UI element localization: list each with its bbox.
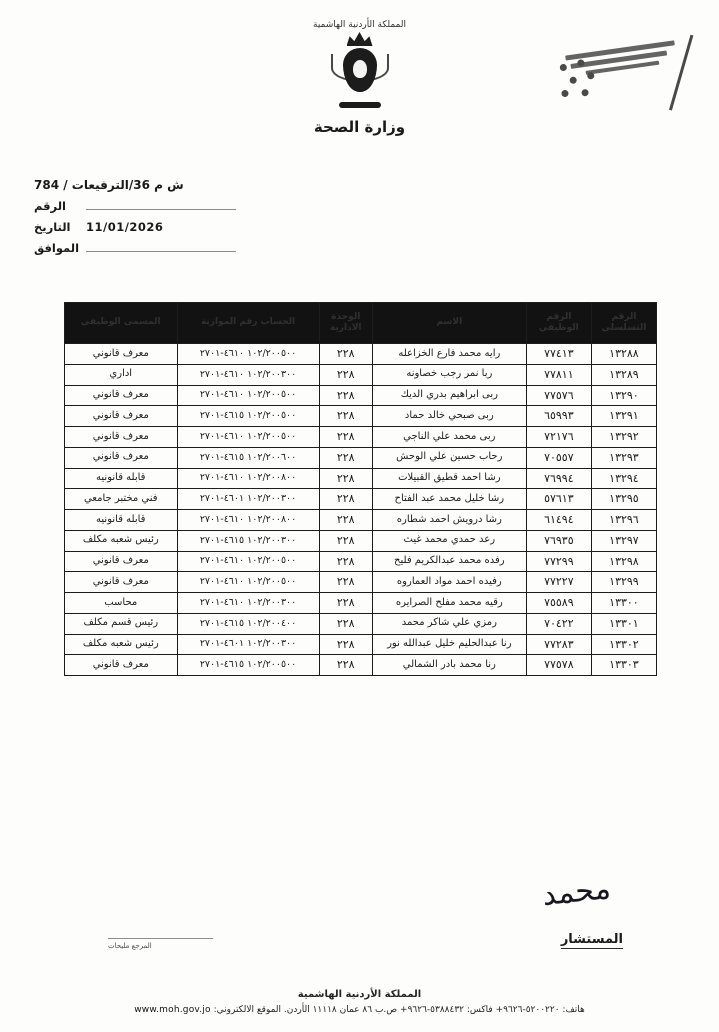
table-body [65, 344, 657, 676]
cell-name: رنا عبدالحليم خليل عبدالله نور [372, 634, 526, 655]
footer-contact [0, 1003, 719, 1018]
table-head [65, 303, 657, 344]
cell-account: ١٠٢/٢٠٠٣٠٠ ٤٦١٥-٢٧٠١ [177, 530, 319, 551]
cell-job-title: اداري [65, 364, 178, 385]
cell-name: رفده محمد عبدالكريم فليح [372, 551, 526, 572]
date-value: 11/01/2026 [86, 220, 164, 234]
col-header-name: الاسم [372, 303, 526, 344]
cell-job-title: رئيس شعبه مكلف [65, 634, 178, 655]
reference-block [0, 178, 719, 262]
cell-job-title: فني مختبر جامعي [65, 489, 178, 510]
cell-employee-number: ٧٧٤١٣ [526, 344, 591, 365]
signatory-title: المستشار [560, 932, 623, 947]
reference-date-line [34, 220, 719, 234]
cell-name: رعد حمدي محمد غيث [372, 530, 526, 551]
cell-account: ١٠٢/٢٠٠٦٠٠ ٤٦١٥-٢٧٠١ [177, 447, 319, 468]
signature-area [0, 871, 719, 966]
cell-name: رشا احمد قطيق القبيلات [372, 468, 526, 489]
cell-employee-number: ٥٧٦١٣ [526, 489, 591, 510]
number-label: الرقم [34, 199, 66, 213]
cell-job-title: معرف قانوني [65, 344, 178, 365]
table-row [65, 468, 657, 489]
promotions-table-wrapper [64, 302, 657, 676]
cell-serial: ١٣٣٠٠ [591, 593, 656, 614]
cell-name: رحاب حسين علي الوحش [372, 447, 526, 468]
cell-job-title: معرف قانوني [65, 427, 178, 448]
cell-serial: ١٣٢٩٦ [591, 510, 656, 531]
reference-code-line [34, 178, 719, 192]
cell-employee-number: ٧٠٤٢٢ [526, 613, 591, 634]
cell-serial: ١٣٢٩٣ [591, 447, 656, 468]
cell-account: ١٠٢/٢٠٠٥٠٠ ٤٦١٥-٢٧٠١ [177, 655, 319, 676]
col-header-employee-number: الرقم الوظيفي [526, 303, 591, 344]
cell-unit: ٢٢٨ [319, 344, 372, 365]
cell-account: ١٠٢/٢٠٠٣٠٠ ٤٦١٠-٢٧٠١ [177, 593, 319, 614]
cell-account: ١٠٢/٢٠٠٥٠٠ ٤٦١٠-٢٧٠١ [177, 385, 319, 406]
hijri-label: الموافق [34, 241, 80, 255]
ministry-title: وزارة الصحة [313, 118, 406, 136]
table-row [65, 364, 657, 385]
cell-account: ١٠٢/٢٠٠٥٠٠ ٤٦١٥-٢٧٠١ [177, 406, 319, 427]
cell-serial: ١٣٢٩٥ [591, 489, 656, 510]
reference-hijri-line [34, 241, 719, 255]
cell-unit: ٢٢٨ [319, 510, 372, 531]
cell-job-title: معرف قانوني [65, 572, 178, 593]
cell-serial: ١٣٢٩٢ [591, 427, 656, 448]
table-row [65, 530, 657, 551]
table-row [65, 510, 657, 531]
footer-contact-text: هاتف: ٥٢٠٠٢٢٠-٩٦٢٦+ فاكس: ٥٣٨٨٤٣٢-٩٦٢٦+ ص.ب ٨٦ عمان ١١١١٨ الأردن. الموقع الالكتروني: [213, 1004, 585, 1015]
cell-employee-number: ٧٧٨١١ [526, 364, 591, 385]
document-footer [0, 986, 719, 1018]
cell-name: ربى ابراهيم بدري الديك [372, 385, 526, 406]
cell-unit: ٢٢٨ [319, 427, 372, 448]
cell-serial: ١٣٢٩٨ [591, 551, 656, 572]
cell-account: ١٠٢/٢٠٠٣٠٠ ٤٦١٠-٢٧٠١ [177, 364, 319, 385]
handwritten-signature: ﻣﺤﻤﺪ [540, 871, 613, 914]
table-row [65, 634, 657, 655]
cell-unit: ٢٢٨ [319, 655, 372, 676]
col-header-job-title: المسمى الوظيفي [65, 303, 178, 344]
cell-employee-number: ٧٥٥٨٩ [526, 593, 591, 614]
cell-serial: ١٣٣٠٢ [591, 634, 656, 655]
emblem-top-text: المملكة الأردنية الهاشمية [313, 20, 406, 30]
cell-job-title: معرف قانوني [65, 385, 178, 406]
table-row [65, 593, 657, 614]
cell-employee-number: ٧٧٥٧٨ [526, 655, 591, 676]
cell-job-title: قابله قانونيه [65, 510, 178, 531]
note-rule [108, 938, 213, 939]
side-note: المرجع مليحات [108, 942, 152, 950]
cell-account: ١٠٢/٢٠٠٥٠٠ ٤٦١٠-٢٧٠١ [177, 427, 319, 448]
cell-employee-number: ٧٧٢٩٩ [526, 551, 591, 572]
cell-serial: ١٣٣٠٣ [591, 655, 656, 676]
cell-job-title: معرف قانوني [65, 551, 178, 572]
table-row [65, 613, 657, 634]
cell-unit: ٢٢٨ [319, 468, 372, 489]
hijri-rule [86, 243, 236, 252]
cell-name: رنا محمد بادر الشمالي [372, 655, 526, 676]
cell-employee-number: ٧٦٩٩٤ [526, 468, 591, 489]
table-row [65, 447, 657, 468]
cell-account: ١٠٢/٢٠٠٤٠٠ ٤٦١٥-٢٧٠١ [177, 613, 319, 634]
cell-unit: ٢٢٨ [319, 447, 372, 468]
cell-serial: ١٣٢٩١ [591, 406, 656, 427]
cell-employee-number: ٧٠٥٥٧ [526, 447, 591, 468]
table-row [65, 344, 657, 365]
cell-account: ١٠٢/٢٠٠٣٠٠ ٤٦٠١-٢٧٠١ [177, 634, 319, 655]
table-header-row [65, 303, 657, 344]
cell-unit: ٢٢٨ [319, 593, 372, 614]
cell-name: ربى محمد علي الناجي [372, 427, 526, 448]
cell-unit: ٢٢٨ [319, 551, 372, 572]
cell-job-title: رئيس شعبه مكلف [65, 530, 178, 551]
cell-name: رفيده احمد مواد العماروه [372, 572, 526, 593]
cell-serial: ١٣٣٠١ [591, 613, 656, 634]
cell-name: رشا خليل محمد عبد الفتاح [372, 489, 526, 510]
table-row [65, 427, 657, 448]
cell-unit: ٢٢٨ [319, 572, 372, 593]
cell-unit: ٢٢٨ [319, 406, 372, 427]
cell-unit: ٢٢٨ [319, 385, 372, 406]
cell-job-title: معرف قانوني [65, 447, 178, 468]
document-header [0, 0, 719, 175]
col-header-unit: الوحدة الادارية [319, 303, 372, 344]
table-row [65, 385, 657, 406]
cell-account: ١٠٢/٢٠٠٣٠٠ ٤٦٠١-٢٧٠١ [177, 489, 319, 510]
table-row [65, 489, 657, 510]
table-row [65, 655, 657, 676]
cell-account: ١٠٢/٢٠٠٨٠٠ ٤٦١٠-٢٧٠١ [177, 510, 319, 531]
cell-job-title: معرف قانوني [65, 655, 178, 676]
cell-employee-number: ٦٥٩٩٣ [526, 406, 591, 427]
table-row [65, 406, 657, 427]
cell-name: ربا نمر رجب خصاونه [372, 364, 526, 385]
cell-job-title: رئيس قسم مكلف [65, 613, 178, 634]
cell-account: ١٠٢/٢٠٠٥٠٠ ٤٦١٠-٢٧٠١ [177, 572, 319, 593]
cell-account: ١٠٢/٢٠٠٥٠٠ ٤٦١٠-٢٧٠١ [177, 551, 319, 572]
cell-serial: ١٣٢٨٨ [591, 344, 656, 365]
jordan-coat-of-arms-icon [332, 32, 388, 108]
cell-name: ربى صبحي خالد حماد [372, 406, 526, 427]
cell-employee-number: ٦١٤٩٤ [526, 510, 591, 531]
cell-serial: ١٣٢٨٩ [591, 364, 656, 385]
cell-unit: ٢٢٨ [319, 613, 372, 634]
national-emblem-block [0, 20, 719, 136]
table-row [65, 551, 657, 572]
promotions-table [64, 302, 657, 676]
cell-serial: ١٣٢٩٤ [591, 468, 656, 489]
cell-employee-number: ٧٧٢٢٧ [526, 572, 591, 593]
cell-name: رايه محمد فارع الخزاعله [372, 344, 526, 365]
cell-account: ١٠٢/٢٠٠٥٠٠ ٤٦١٠-٢٧٠١ [177, 344, 319, 365]
date-label: التاريخ [34, 220, 71, 234]
cell-job-title: محاسب [65, 593, 178, 614]
cell-serial: ١٣٢٩٩ [591, 572, 656, 593]
col-header-serial: الرقم التسلسلي [591, 303, 656, 344]
cell-serial: ١٣٢٩٠ [591, 385, 656, 406]
number-rule [86, 201, 236, 210]
cell-name: رمزي علي شاكر محمد [372, 613, 526, 634]
reference-code: ش م 36/الترفيعات / 784 [34, 178, 184, 192]
cell-unit: ٢٢٨ [319, 634, 372, 655]
cell-employee-number: ٧٧٢٨٣ [526, 634, 591, 655]
cell-employee-number: ٧٧٥٧٦ [526, 385, 591, 406]
cell-employee-number: ٧٢١٧٦ [526, 427, 591, 448]
cell-name: رشا درويش احمد شطاره [372, 510, 526, 531]
cell-employee-number: ٧٦٩٣٥ [526, 530, 591, 551]
footer-title: المملكة الأردنية الهاشمية [297, 988, 422, 1000]
cell-unit: ٢٢٨ [319, 530, 372, 551]
cell-job-title: قابله قانونيه [65, 468, 178, 489]
footer-url[interactable]: www.moh.gov.jo [134, 1004, 211, 1015]
cell-job-title: معرف قانوني [65, 406, 178, 427]
col-header-account: الحساب رقم الموازنة [177, 303, 319, 344]
table-row [65, 572, 657, 593]
cell-serial: ١٣٢٩٧ [591, 530, 656, 551]
cell-unit: ٢٢٨ [319, 364, 372, 385]
cell-unit: ٢٢٨ [319, 489, 372, 510]
reference-number-line [34, 199, 719, 213]
cell-name: رقيه محمد مفلح الصرايره [372, 593, 526, 614]
cell-account: ١٠٢/٢٠٠٨٠٠ ٤٦١٠-٢٧٠١ [177, 468, 319, 489]
